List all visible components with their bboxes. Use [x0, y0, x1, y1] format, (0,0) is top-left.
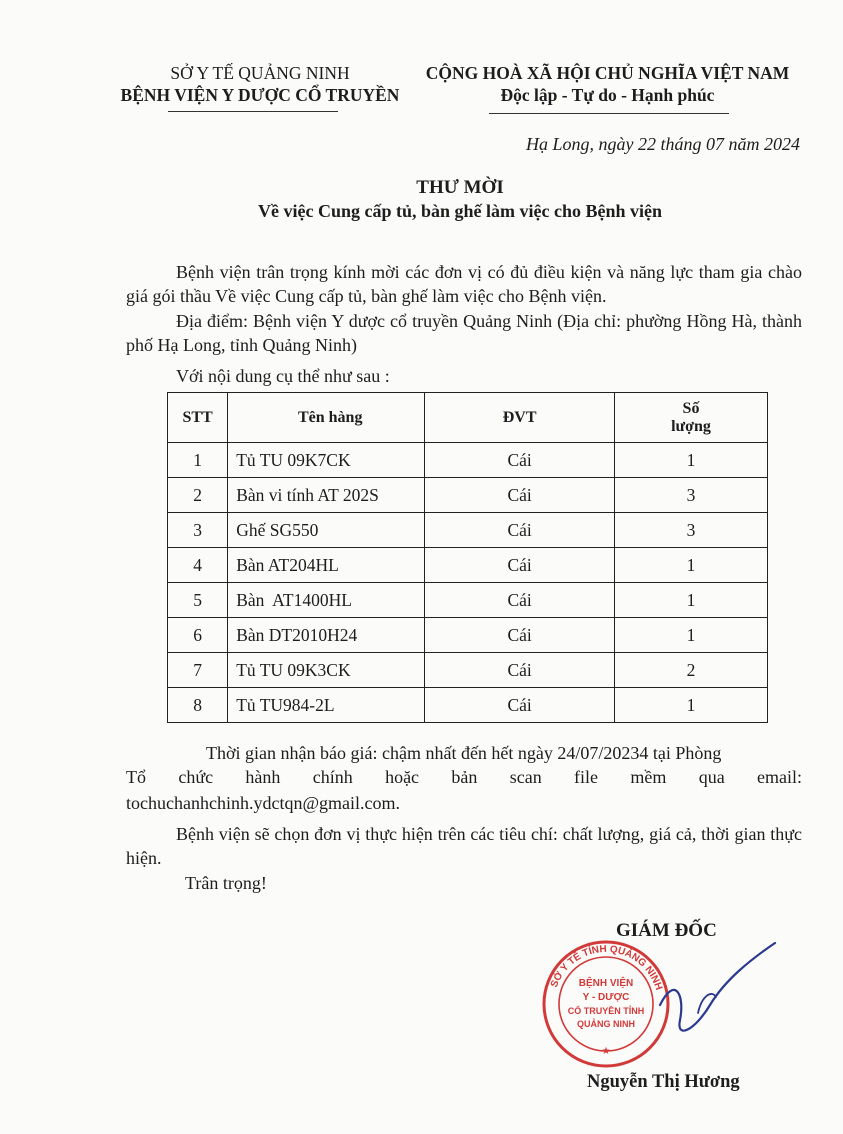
row-quantity: 1	[615, 688, 768, 723]
row-quantity: 2	[615, 653, 768, 688]
row-unit: Cái	[425, 688, 615, 723]
table-header-row	[168, 393, 768, 443]
row-stt: 6	[168, 618, 228, 653]
header-quantity-line2: lượng	[671, 417, 711, 435]
row-name: Bàn AT204HL	[228, 548, 425, 583]
row-name: Tủ TU 09K3CK	[228, 653, 425, 688]
row-stt: 2	[168, 478, 228, 513]
motto: Độc lập - Tự do - Hạnh phúc	[500, 85, 715, 105]
row-name: Tủ TU 09K7CK	[228, 443, 425, 478]
row-name: Bàn AT1400HL	[228, 583, 425, 618]
row-stt: 8	[168, 688, 228, 723]
row-stt: 5	[168, 583, 228, 618]
header-unit: ĐVT	[425, 393, 615, 443]
table-row	[168, 583, 768, 618]
row-stt: 3	[168, 513, 228, 548]
row-name: Ghế SG550	[228, 513, 425, 548]
svg-text:BỆNH VIỆN: BỆNH VIỆN	[578, 978, 634, 989]
table-row	[168, 618, 768, 653]
table-row	[168, 513, 768, 548]
issuer-header	[95, 62, 425, 106]
closing-remark: Trân trọng!	[185, 873, 267, 893]
row-unit: Cái	[425, 653, 615, 688]
row-quantity: 1	[615, 583, 768, 618]
svg-text:SỞ Y TẾ TỈNH QUẢNG NINH: SỞ Y TẾ TỈNH QUẢNG NINH	[549, 943, 664, 992]
motto-underline	[489, 113, 729, 114]
row-name: Bàn vi tính AT 202S	[228, 478, 425, 513]
table-row	[168, 653, 768, 688]
content-intro: Với nội dung cụ thể như sau :	[176, 366, 390, 386]
table-row	[168, 548, 768, 583]
svg-text:CỔ TRUYỀN TỈNH: CỔ TRUYỀN TỈNH	[567, 1006, 645, 1016]
items-table	[167, 392, 768, 723]
director-title: GIÁM ĐỐC	[616, 920, 717, 941]
svg-text:★: ★	[601, 1046, 611, 1057]
table-row	[168, 443, 768, 478]
department-name: SỞ Y TẾ QUẢNG NINH	[170, 63, 350, 83]
row-unit: Cái	[425, 513, 615, 548]
svg-text:Y - DƯỢC: Y - DƯỢC	[582, 992, 630, 1003]
row-unit: Cái	[425, 583, 615, 618]
nation-name: CỘNG HOÀ XÃ HỘI CHỦ NGHĨA VIỆT NAM	[425, 63, 790, 83]
national-header	[415, 62, 800, 106]
row-unit: Cái	[425, 548, 615, 583]
row-stt: 4	[168, 548, 228, 583]
svg-text:QUẢNG NINH: QUẢNG NINH	[577, 1019, 635, 1029]
director-signature	[640, 935, 780, 1055]
date-line: Hạ Long, ngày 22 tháng 07 năm 2024	[526, 134, 800, 154]
row-quantity: 1	[615, 443, 768, 478]
location-paragraph: Địa điểm: Bệnh viện Y dược cổ truyền Quảng Ninh (Địa chỉ: phường Hồng Hà, thành phố Hạ Long, tỉnh Quảng Ninh)	[126, 311, 802, 355]
issuer-underline	[168, 111, 338, 112]
hospital-name: BỆNH VIỆN Y DƯỢC CỔ TRUYỀN	[120, 85, 400, 105]
table-row	[168, 688, 768, 723]
deadline-line-1: Thời gian nhận báo giá: chậm nhất đến hết ngày 24/07/20234 tại Phòng	[206, 743, 722, 763]
row-quantity: 3	[615, 513, 768, 548]
header-quantity-line1: Số	[682, 399, 700, 417]
row-unit: Cái	[425, 443, 615, 478]
header-name: Tên hàng	[228, 393, 425, 443]
header-stt: STT	[168, 393, 228, 443]
row-quantity: 1	[615, 618, 768, 653]
signer-name: Nguyễn Thị Hương	[587, 1072, 740, 1092]
invitation-paragraph: Bệnh viện trân trọng kính mời các đơn vị có đủ điều kiện và năng lực tham gia chào giá gói thầu Về việc Cung cấp tủ, bàn ghế làm việc cho Bệnh viện.	[126, 262, 802, 306]
row-quantity: 3	[615, 478, 768, 513]
table-row	[168, 478, 768, 513]
header-quantity	[615, 393, 768, 443]
row-name: Bàn DT2010H24	[228, 618, 425, 653]
document-subtitle: Về việc Cung cấp tủ, bàn ghế làm việc cho Bệnh viện	[257, 201, 662, 221]
deadline-line-2: Tổ chức hành chính hoặc bản scan file mềm qua email:	[126, 767, 802, 787]
row-stt: 1	[168, 443, 228, 478]
document-title: THƯ MỜI	[416, 177, 504, 198]
row-unit: Cái	[425, 478, 615, 513]
row-unit: Cái	[425, 618, 615, 653]
criteria-paragraph: Bệnh viện sẽ chọn đơn vị thực hiện trên các tiêu chí: chất lượng, giá cả, thời gian thực hiện.	[126, 824, 802, 868]
row-name: Tủ TU984-2L	[228, 688, 425, 723]
row-stt: 7	[168, 653, 228, 688]
deadline-email: tochuchanhchinh.ydctqn@gmail.com.	[126, 793, 401, 813]
row-quantity: 1	[615, 548, 768, 583]
